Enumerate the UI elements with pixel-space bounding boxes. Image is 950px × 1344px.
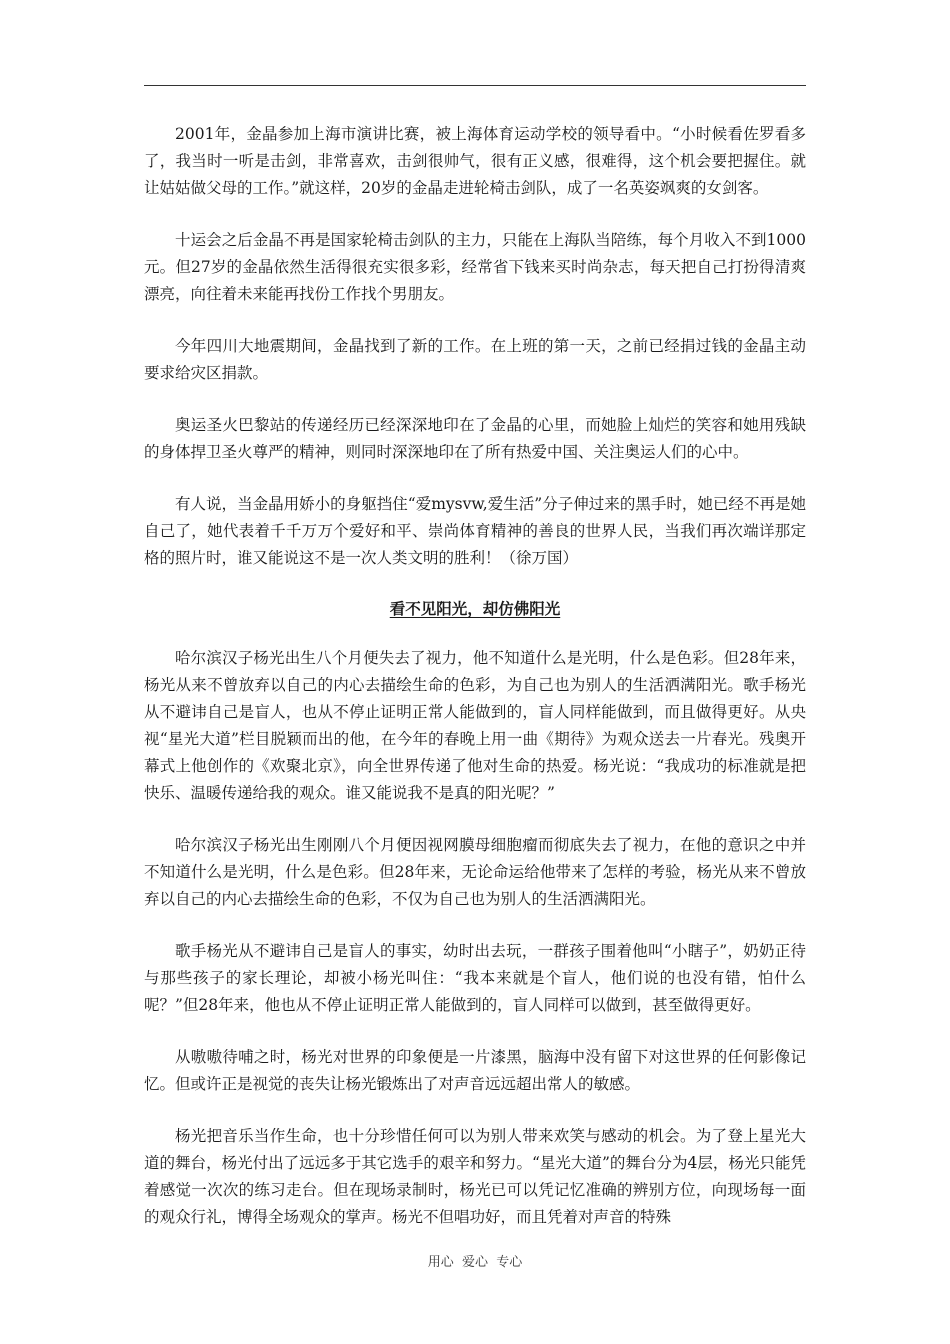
paragraph: 有人说，当金晶用娇小的身躯挡住“爱mysvw,爱生活”分子伸过来的黑手时，她已经不再是她自己了，她代表着千千万万个爱好和平、崇尚体育精神的善良的世界人民，当我们再次端详那定格的照片时，谁又能说这不是一次人类文明的胜利！（徐万国） — [144, 495, 806, 567]
header-rule — [144, 85, 806, 86]
paragraph: 从嗷嗷待哺之时，杨光对世界的印象便是一片漆黑，脑海中没有留下对这世界的任何影像记忆。但或许正是视觉的丧失让杨光锻炼出了对声音远远超出常人的敏感。 — [144, 1048, 806, 1093]
paragraph: 歌手杨光从不避讳自己是盲人的事实，幼时出去玩，一群孩子围着他叫“小瞎子”，奶奶正待与那些孩子的家长理论，却被小杨光叫住：“我本来就是个盲人，他们说的也没有错，怕什么呢？”但28年来，他也从不停止证明正常人能做到的，盲人同样可以做到，甚至做得更好。 — [144, 942, 806, 1014]
document-body — [144, 121, 806, 1256]
paragraph: 哈尔滨汉子杨光出生刚刚八个月便因视网膜母细胞瘤而彻底失去了视力，在他的意识之中并不知道什么是光明，什么是色彩。但28年来，无论命运给他带来了怎样的考验，杨光从来不曾放弃以自己的内心去描绘生命的色彩，不仅为自己也为别人的生活洒满阳光。 — [144, 836, 806, 908]
section-title: 看不见阳光，却仿佛阳光 — [389, 599, 561, 618]
paragraph: 十运会之后金晶不再是国家轮椅击剑队的主力，只能在上海队当陪练，每个月收入不到1000元。但27岁的金晶依然生活得很充实很多彩，经常省下钱来买时尚杂志，每天把自己打扮得清爽漂亮，向往着未来能再找份工作找个男朋友。 — [144, 231, 806, 303]
paragraph: 哈尔滨汉子杨光出生八个月便失去了视力，他不知道什么是光明，什么是色彩。但28年来，杨光从来不曾放弃以自己的内心去描绘生命的色彩，为自己也为别人的生活洒满阳光。歌手杨光从不避讳自己是盲人，也从不停止证明正常人能做到的，盲人同样能做到，而且做得更好。从央视“星光大道”栏目脱颖而出的他，在今年的春晚上用一曲《期待》为观众送去一片春光。残奥开幕式上他创作的《欢聚北京》，向全世界传递了他对生命的热爱。杨光说：“我成功的标准就是把快乐、温暖传递给我的观众。谁又能说我不是真的阳光呢？” — [144, 649, 806, 802]
paragraph: 奥运圣火巴黎站的传递经历已经深深地印在了金晶的心里，而她脸上灿烂的笑容和她用残缺的身体捍卫圣火尊严的精神，则同时深深地印在了所有热爱中国、关注奥运人们的心中。 — [144, 416, 806, 461]
paragraph: 杨光把音乐当作生命，也十分珍惜任何可以为别人带来欢笑与感动的机会。为了登上星光大道的舞台，杨光付出了远远多于其它选手的艰辛和努力。“星光大道”的舞台分为4层，杨光只能凭着感觉一次次的练习走台。但在现场录制时，杨光已可以凭记忆准确的辨别方位，向现场每一面的观众行礼，博得全场观众的掌声。杨光不但唱功好，而且凭着对声音的特殊 — [144, 1127, 806, 1226]
paragraph: 2001年，金晶参加上海市演讲比赛，被上海体育运动学校的领导看中。“小时候看佐罗看多了，我当时一听是击剑，非常喜欢，击剑很帅气，很有正义感，很难得，这个机会要把握住。就让姑姑做父母的工作。”就这样，20岁的金晶走进轮椅击剑队，成了一名英姿飒爽的女剑客。 — [144, 125, 806, 197]
page-footer: 用心 爱心 专心 — [427, 1255, 523, 1270]
paragraph: 今年四川大地震期间，金晶找到了新的工作。在上班的第一天，之前已经捐过钱的金晶主动要求给灾区捐款。 — [144, 337, 806, 382]
